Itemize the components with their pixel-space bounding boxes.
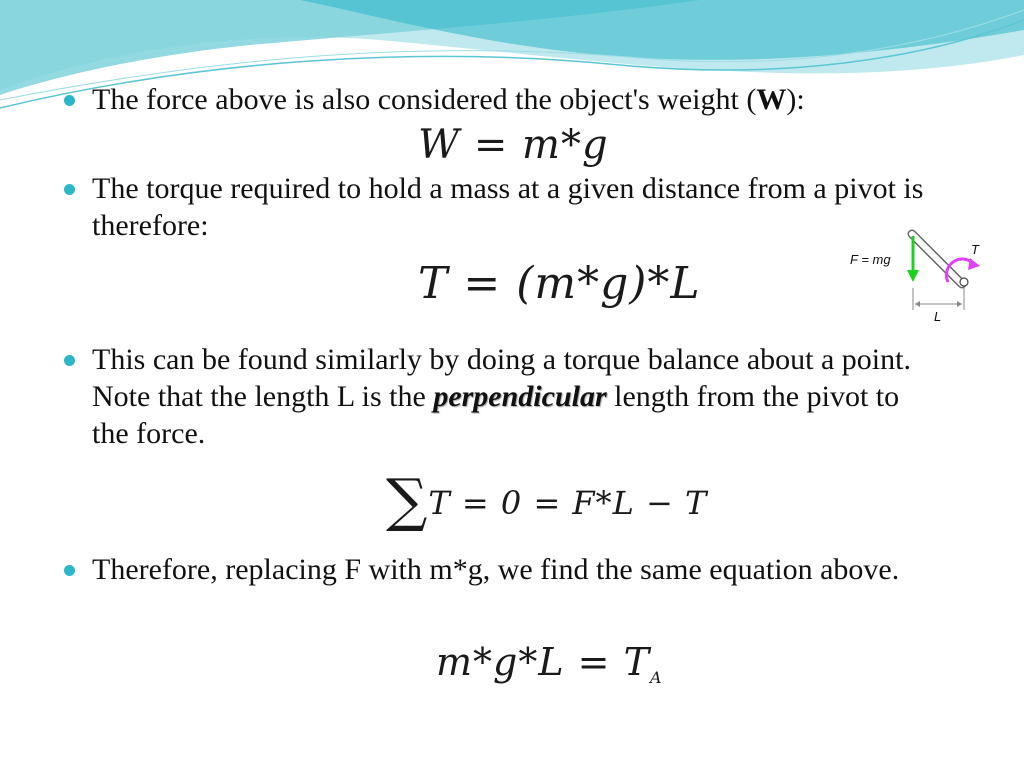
bullet-dot-icon <box>64 95 75 106</box>
equation-final <box>436 640 663 687</box>
bullet-bold-symbol: W <box>756 83 787 116</box>
bullet-balance <box>92 341 942 452</box>
emphasis-perpendicular: perpendicular <box>433 380 607 413</box>
length-label: L <box>934 309 942 324</box>
equation-torque: T = (m*g)*L <box>418 258 701 309</box>
bullet-weight <box>92 81 992 118</box>
bullet-text: The force above is also considered the object's weight ( <box>92 83 757 116</box>
bullet-text: The torque required to hold a mass at a given distance from a pivot is therefore: <box>92 172 924 242</box>
torque-diagram <box>846 224 1004 328</box>
bullet-dot-icon <box>64 565 75 576</box>
equation-final-body: m*g*L = T <box>436 640 650 684</box>
bullet-text: length from the pivot to the force. <box>92 380 900 450</box>
equation-final-subscript: A <box>649 668 663 687</box>
bullet-text: Therefore, replacing F with m*g, we find the same equation above. <box>92 553 900 586</box>
bullet-text: This can be found similarly by doing a torque balance about a point. Note that the length L is the <box>92 343 911 413</box>
bullet-dot-icon <box>64 184 75 195</box>
equation-balance-body: T = 0 = F*L − T <box>428 484 708 522</box>
torque-label: T <box>971 242 979 257</box>
force-label: F = mg <box>850 252 891 267</box>
sigma-symbol: ∑ <box>386 466 429 534</box>
bullet-dot-icon <box>64 355 75 366</box>
equation-balance <box>386 466 707 534</box>
bullet-text: ): <box>786 83 805 116</box>
equation-weight: W = m*g <box>418 122 609 168</box>
bullet-torque <box>92 170 972 244</box>
bullet-final <box>92 551 972 588</box>
